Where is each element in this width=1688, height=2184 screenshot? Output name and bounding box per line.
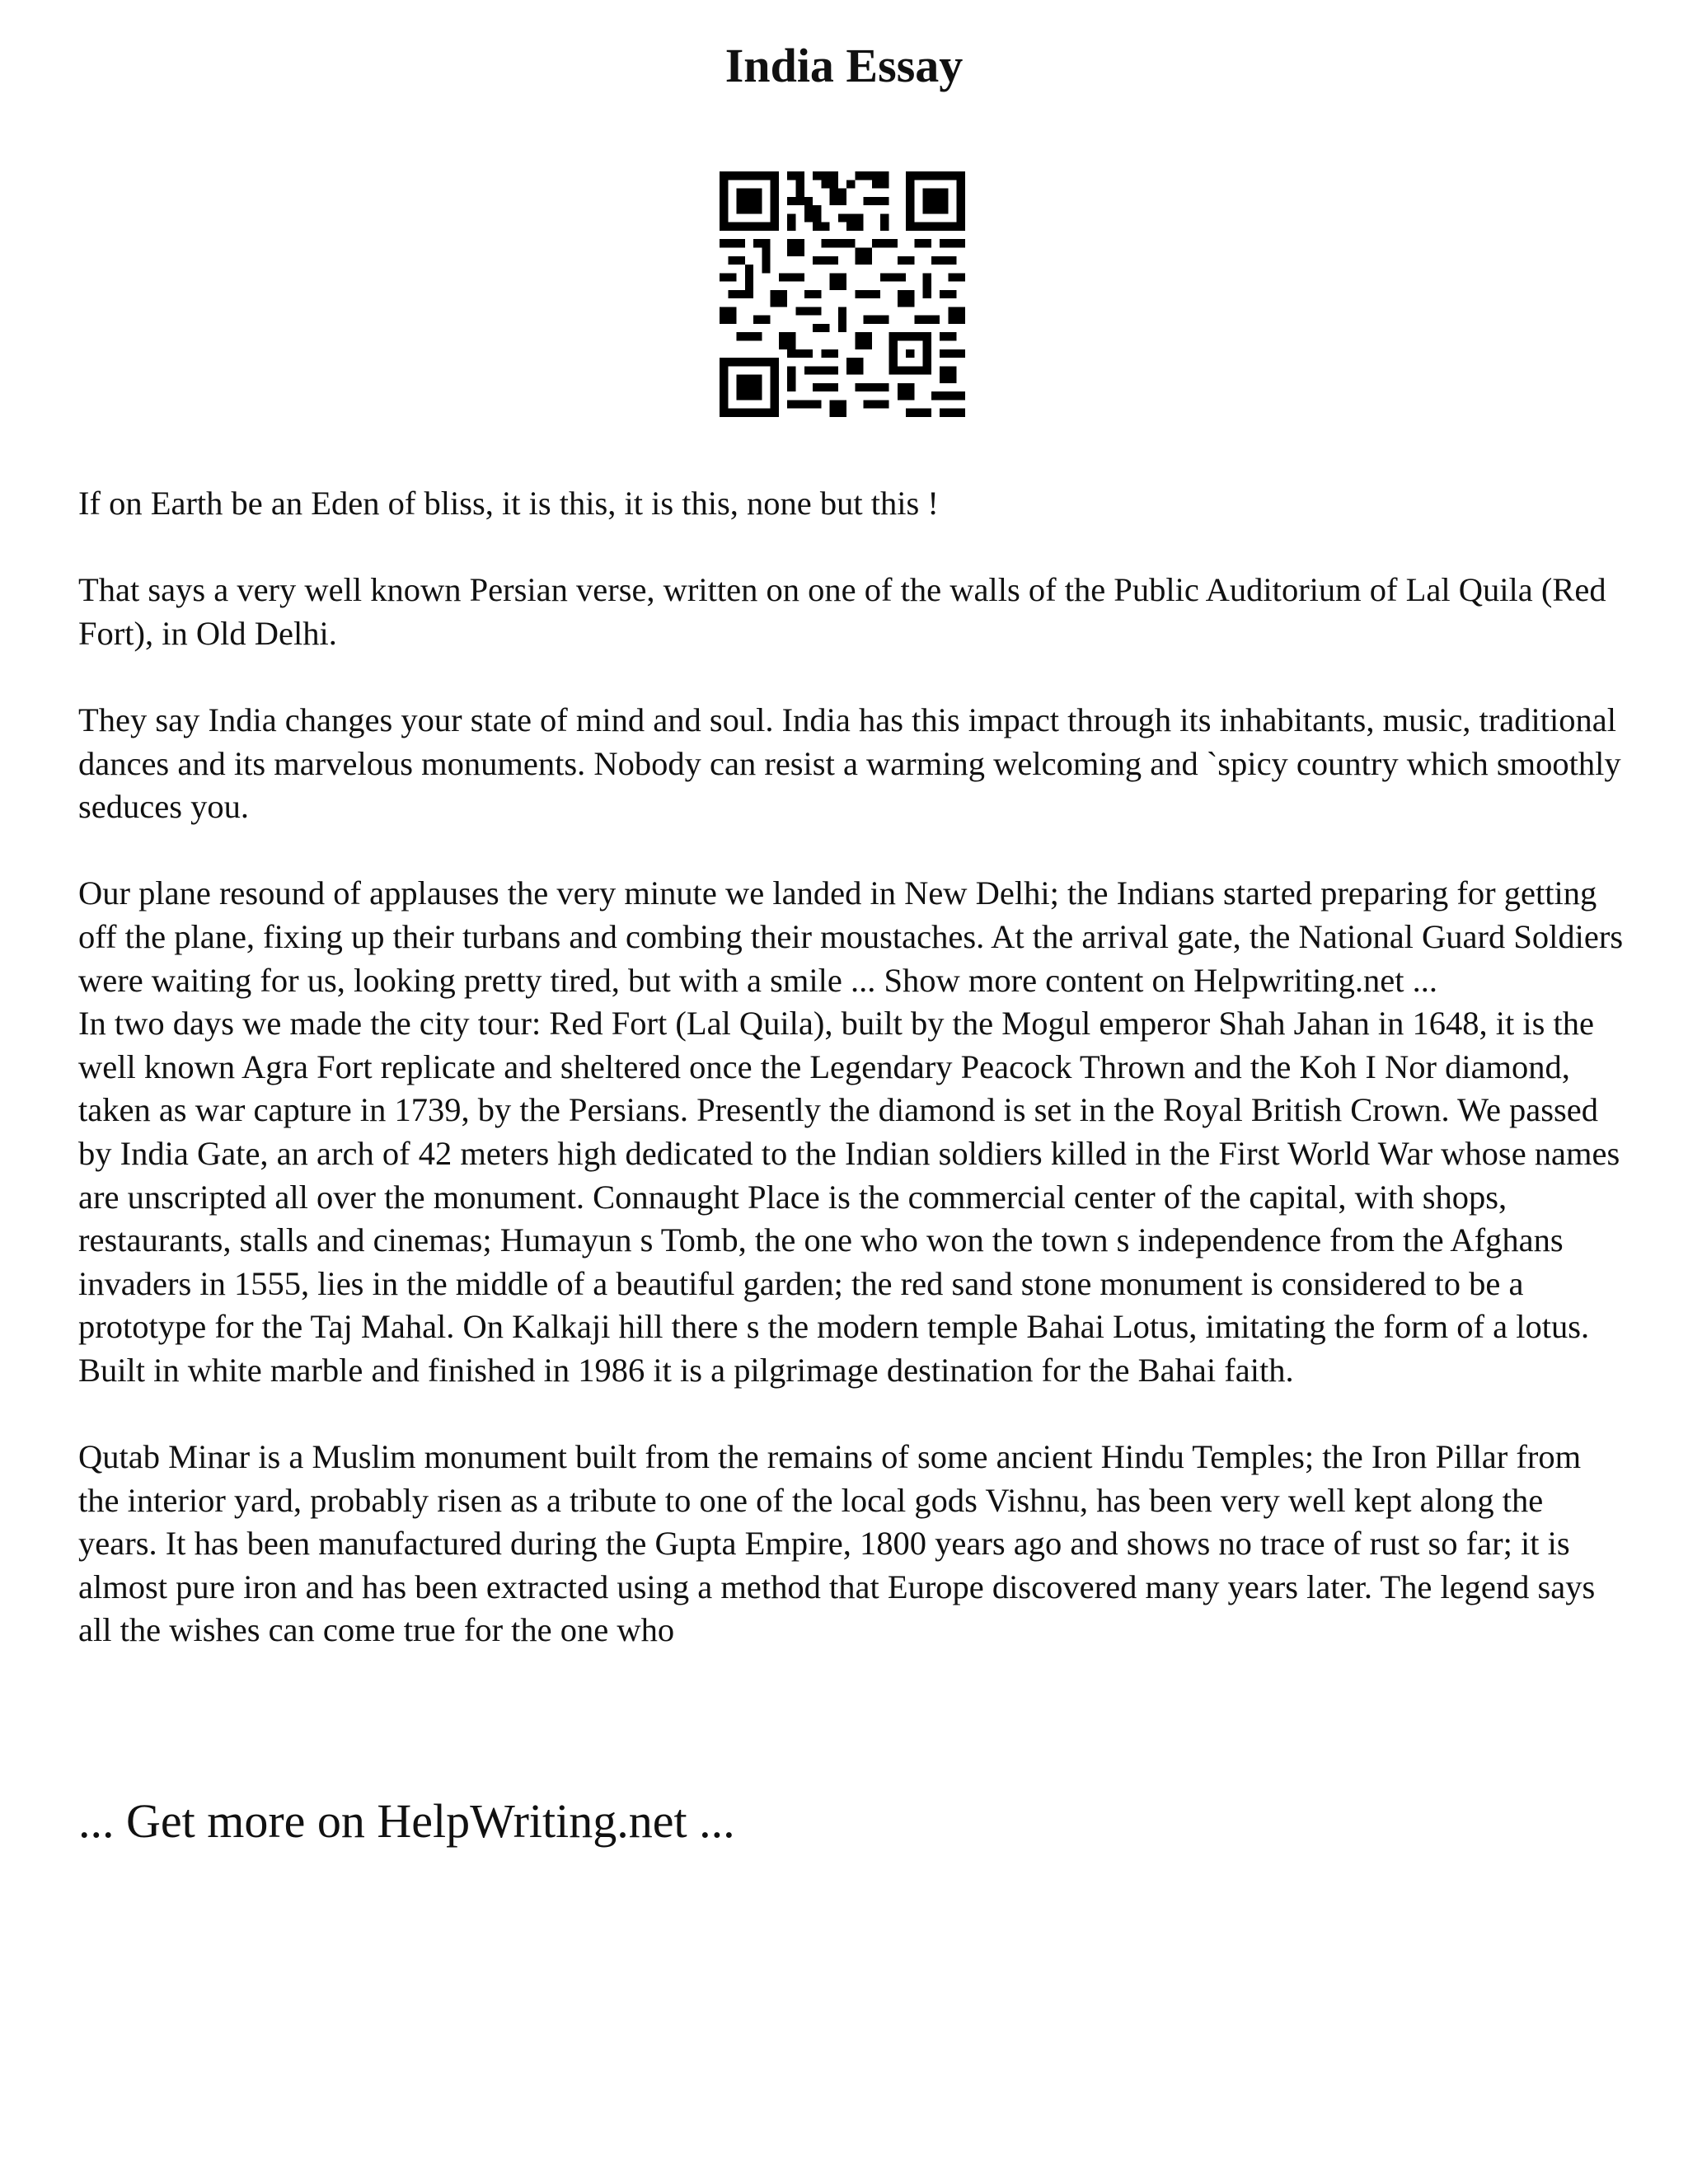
essay-body	[78, 482, 1628, 1652]
paragraph-arrival: Our plane resound of applauses the very minute we landed in New Delhi; the Indians started preparing for getting off the plane, fixing up their turbans and combing their moustaches. At the arrival gate, the National Guard Soldiers were waiting for us, looking pretty tired, but with a smile ... Show more content on Helpwriting.net ...	[78, 874, 1624, 999]
paragraph-persian-verse: That says a very well known Persian verse, written on one of the walls of the Public Auditorium of Lal Quila (Red Fort), in Old Delhi.	[78, 571, 1606, 652]
paragraph-opening-verse: If on Earth be an Eden of bliss, it is this, it is this, none but this !	[78, 485, 939, 522]
paragraph-city-tour: In two days we made the city tour: Red Fort (Lal Quila), built by the Mogul emperor Shah Jahan in 1648, it is the well known Agra Fort replicate and sheltered once the Legendary Peacock Thrown and the Koh I Nor diamond, taken as war capture in 1739, by the Persians. Presently the diamond is set in the Royal British Crown. We passed by India Gate, an arch of 42 meters high dedicated to the Indian soldiers killed in the First World War whose names are unscripted all over the monument. Connaught Place is the commercial center of the capital, with shops, restaurants, stalls and cinemas; Humayun s Tomb, the one who won the town s independence from the Afghans invaders in 1555, lies in the middle of a beautiful garden; the red sand stone monument is considered to be a prototype for the Taj Mahal. On Kalkaji hill there s the modern temple Bahai Lotus, imitating the form of a lotus. Built in white marble and finished in 1986 it is a pilgrimage destination for the Bahai faith.	[78, 1005, 1620, 1389]
page-title: India Essay	[724, 39, 964, 92]
get-more-link[interactable]: ... Get more on HelpWriting.net ...	[78, 1794, 735, 1848]
paragraph-india-changes: They say India changes your state of mind and soul. India has this impact through its inhabitants, music, traditional dances and its marvelous monuments. Nobody can resist a warming welcoming and `spicy country which smoothly seduces you.	[78, 701, 1621, 826]
paragraph-qutab-minar: Qutab Minar is a Muslim monument built from the remains of some ancient Hindu Temples; the Iron Pillar from the interior yard, probably risen as a tribute to one of the local gods Vishnu, has been very well kept along the years. It has been manufactured during the Gupta Empire, 1800 years ago and shows no trace of rust so far; it is almost pure iron and has been extracted using a method that Europe discovered many years later. The legend says all the wishes can come true for the one who	[78, 1438, 1596, 1649]
qr-code-icon	[720, 171, 965, 417]
